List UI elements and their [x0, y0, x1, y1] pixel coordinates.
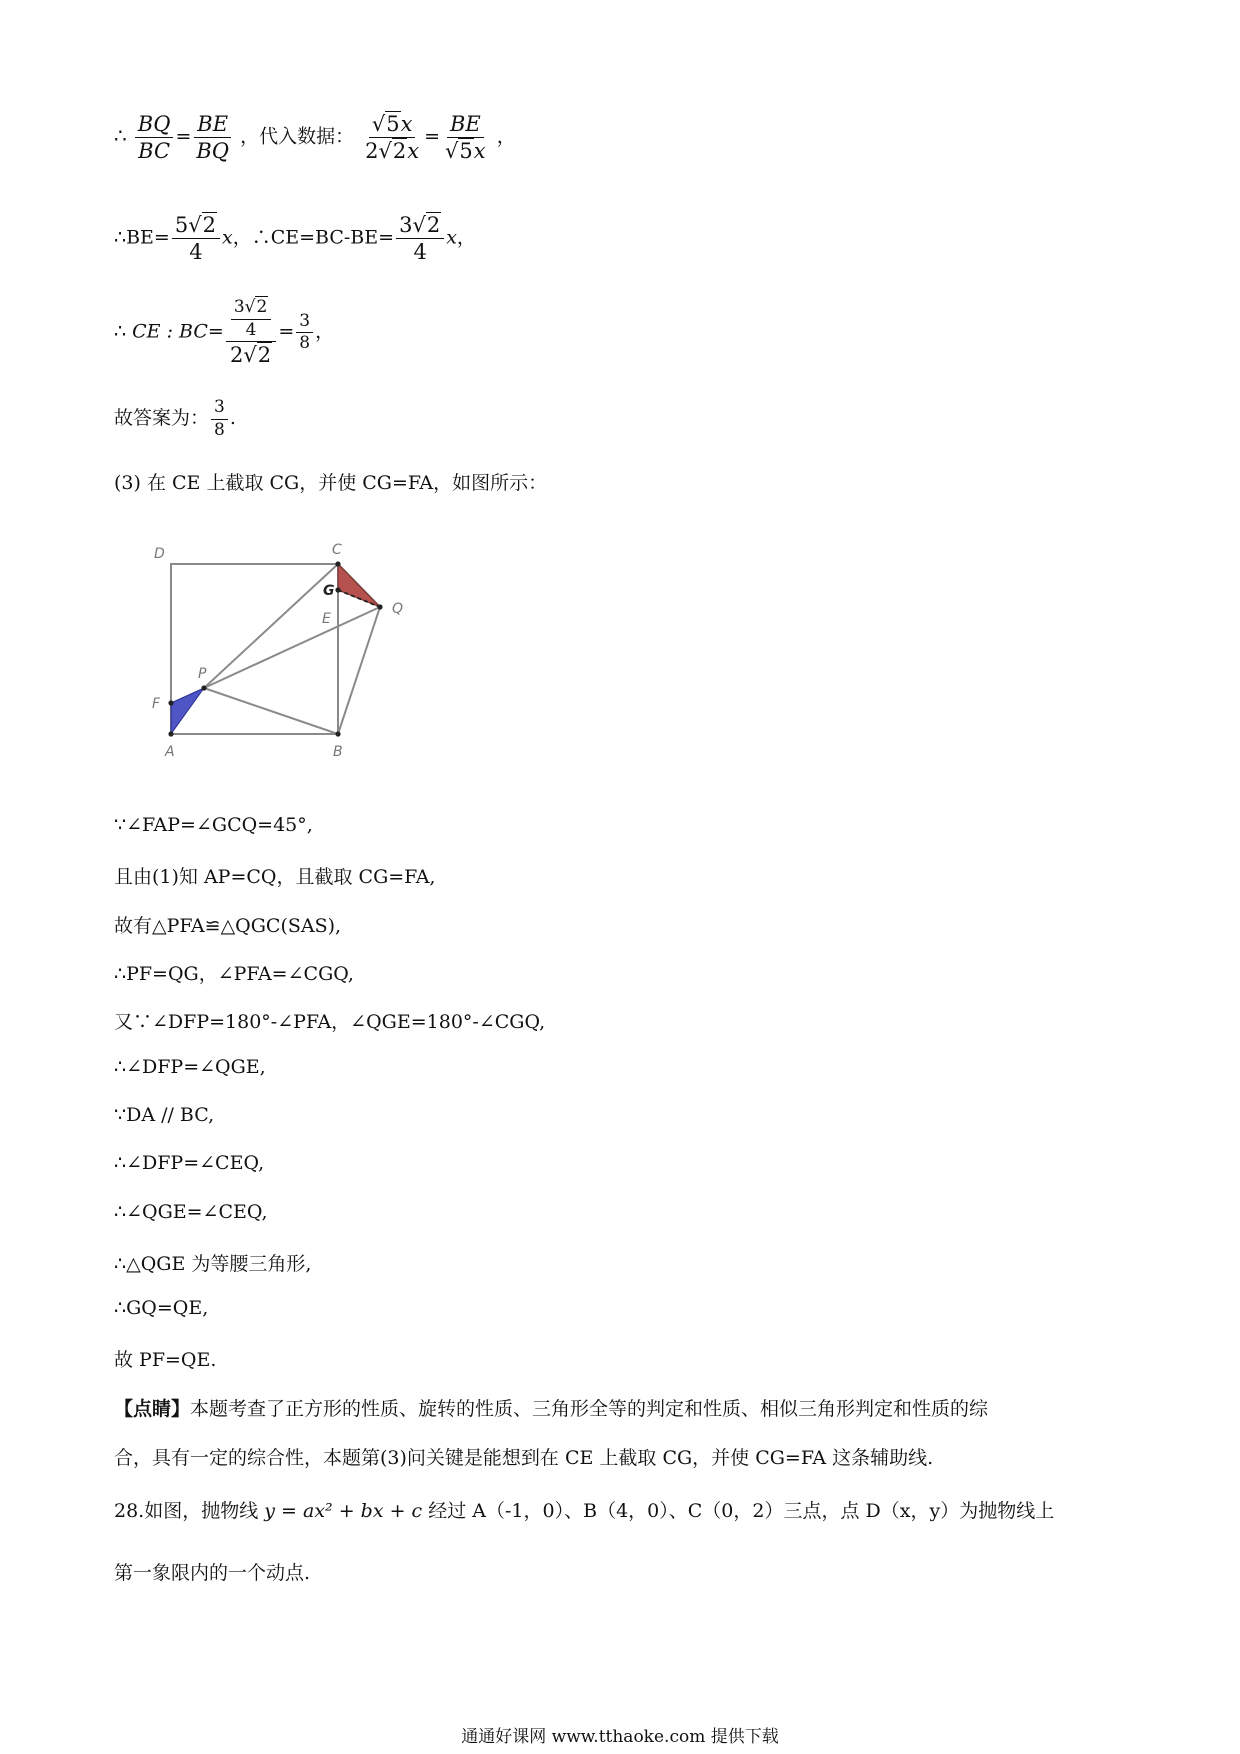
fraction-3sqrt2-4: $\frac{3√2}{4}$ [396, 213, 444, 264]
part3-intro: (3) 在 CE 上截取 CG，并使 CG=FA，如图所示： [114, 472, 548, 494]
proof-step: 又∵∠DFP=180°-∠PFA，∠QGE=180°-∠CGQ, [114, 1011, 546, 1033]
proof-step: ∴△QGE 为等腰三角形, [114, 1253, 312, 1275]
page-footer: 通通好课网 www.tthaoke.com 提供下载 [461, 1727, 779, 1747]
ce-bc-ratio-line: ∴ CE : BC= $\frac{\frac{3√2}{4}}{2√2}$ = $\frac{3}{8}$ ， [114, 297, 335, 368]
label-q: Q [392, 601, 404, 617]
comment-tag: 【点睛】 [114, 1398, 191, 1420]
answer-line: 故答案为： $\frac{3}{8}$ . [114, 397, 236, 440]
label-g: G [323, 583, 335, 599]
fraction-sqrt5x-2sqrt2x: $\frac{√5x}{2√2x}$ [365, 112, 420, 164]
segment-pc [204, 564, 338, 688]
square-abcd [171, 564, 338, 734]
comment-line-1: 【点睛】本题考查了正方形的性质、旋转的性质、三角形全等的判定和性质、相似三角形判定和性质的综 [114, 1398, 989, 1420]
proof-step: 且由(1)知 AP=CQ，且截取 CG=FA, [114, 866, 436, 888]
fraction-bq-bc: $\frac{BQ}{BC}$ [135, 112, 174, 163]
proof-step: ∴∠QGE=∠CEQ, [114, 1201, 268, 1223]
segment-pq [204, 607, 380, 688]
proof-step: ∴GQ=QE, [114, 1297, 209, 1319]
label-a: A [165, 744, 175, 760]
label-d: D [154, 546, 165, 562]
geometry-figure [140, 530, 440, 760]
label-c: C [332, 542, 342, 558]
comment-line-2: 合，具有一定的综合性，本题第(3)问关键是能想到在 CE 上截取 CG，并使 CG=FA 这条辅助线. [114, 1447, 934, 1469]
label-b: B [333, 744, 343, 760]
proof-step: 故有△PFA≌△QGC(SAS), [114, 915, 342, 937]
proof-step: ∵DA // BC, [114, 1104, 215, 1126]
problem-28-line-2: 第一象限内的一个动点. [114, 1562, 311, 1584]
segment-bq [338, 607, 380, 734]
fraction-be-bq: $\frac{BE}{BQ}$ [193, 112, 232, 163]
label-f: F [152, 696, 161, 712]
complex-fraction: $\frac{\frac{3√2}{4}}{2√2}$ [226, 298, 277, 367]
ratio-equation-line: ∴ $\frac{BQ}{BC}$ = $\frac{BE}{BQ}$ ，代入数据： $\frac{√5x}{2√2x}$ = $\frac{BE}{√5x}$ ， [114, 112, 516, 164]
label-p: P [198, 666, 207, 682]
proof-step: ∴PF=QG，∠PFA=∠CGQ, [114, 963, 354, 985]
be-ce-line: ∴BE= $\frac{5√2}{4}$ x，∴CE=BC-BE= $\frac{3√2}{4}$ x， [114, 213, 476, 265]
blue-triangle-pfa [171, 688, 204, 734]
proof-step: ∴∠DFP=∠QGE, [114, 1056, 266, 1078]
fraction-3-8: $\frac{3}{8}$ [296, 312, 313, 354]
answer-fraction: $\frac{3}{8}$ [211, 398, 228, 440]
proof-step: 故 PF=QE. [114, 1349, 217, 1371]
fraction-be-sqrt5x: $\frac{BE}{√5x}$ [445, 112, 486, 164]
red-triangle-qgc [338, 564, 380, 607]
fraction-5sqrt2-4: $\frac{5√2}{4}$ [172, 213, 220, 264]
proof-step: ∴∠DFP=∠CEQ, [114, 1152, 265, 1174]
label-e: E [322, 611, 331, 627]
segment-pb [204, 688, 338, 734]
problem-28-line-1: 28.如图，抛物线 y = ax² + bx + c 经过 A（-1，0）、B（4，0）、C（0，2）三点，点 D（x，y）为抛物线上 [114, 1500, 1055, 1522]
proof-step: ∵∠FAP=∠GCQ=45°, [114, 814, 313, 836]
